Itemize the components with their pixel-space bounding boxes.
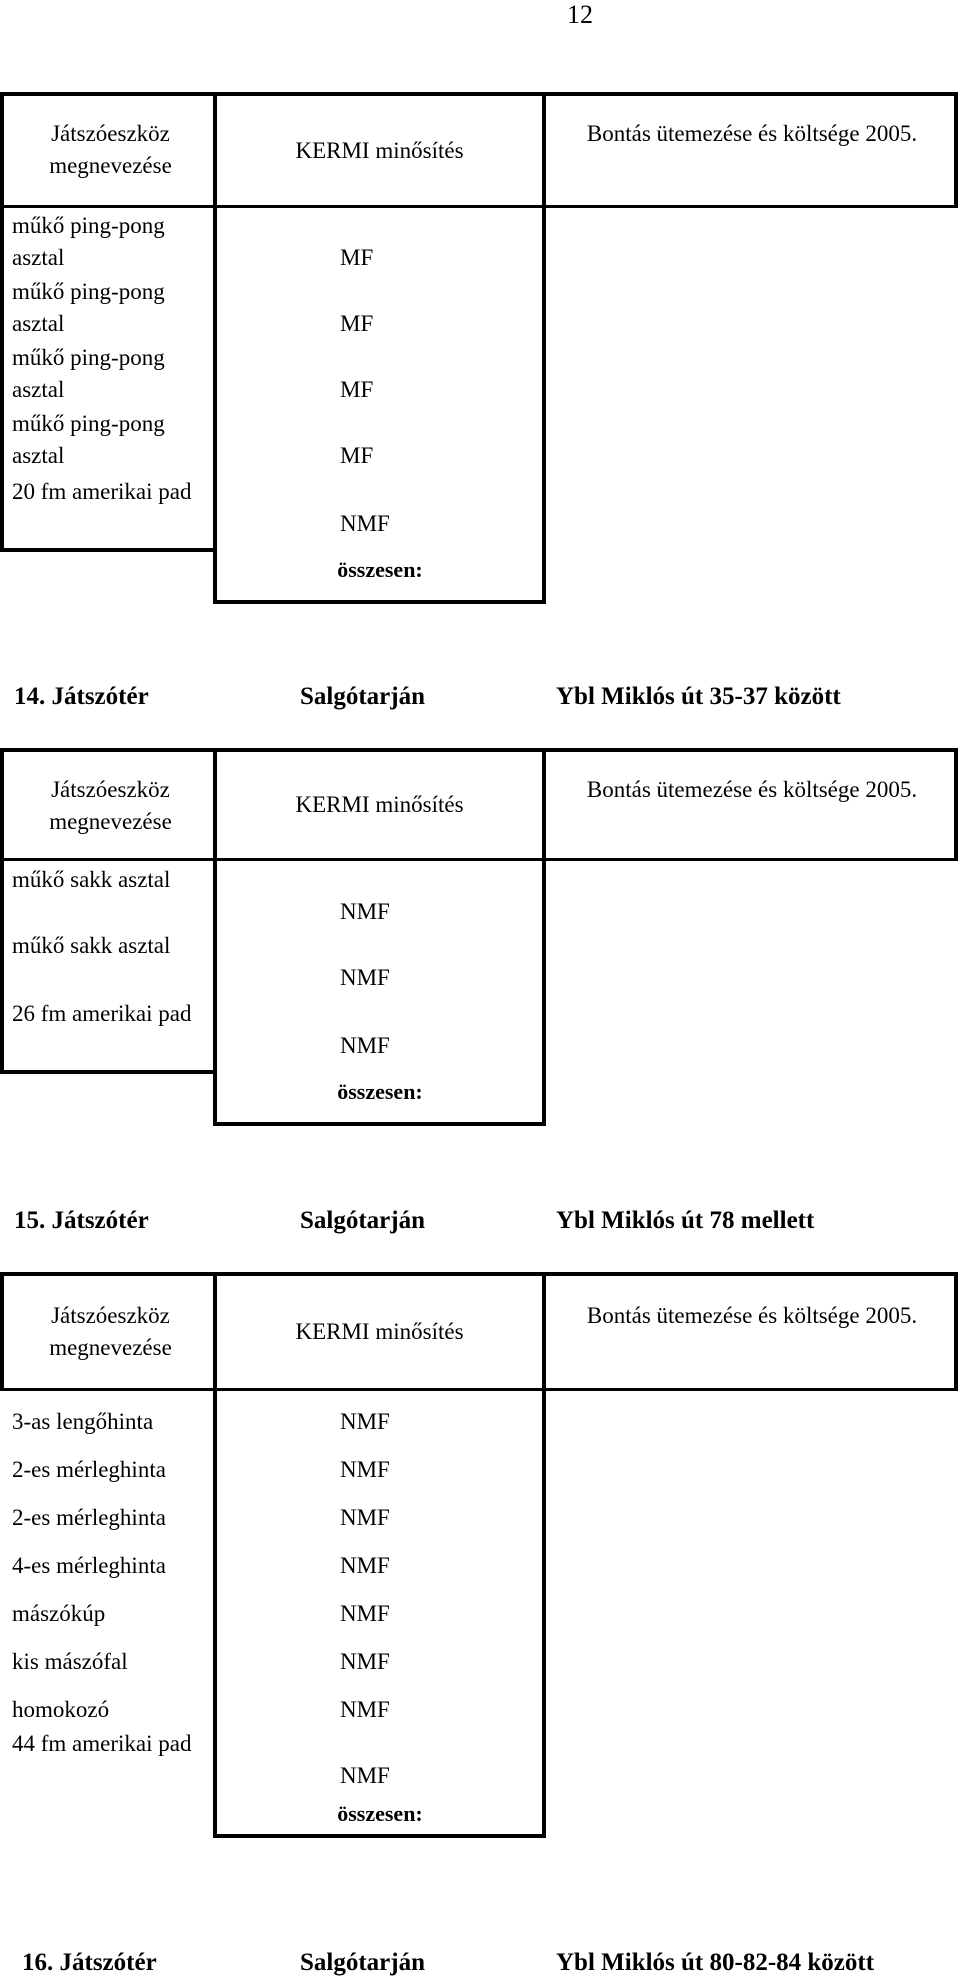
column-header-name: Játszóeszköz megnevezése [49, 121, 172, 178]
table-row-name: műkő ping-pong asztal [12, 411, 165, 468]
table-row-grade: MF [340, 443, 374, 468]
table-row-name: műkő sakk asztal [12, 933, 171, 958]
table-row-name: homokozó [12, 1697, 110, 1722]
section-city: Salgótarján [300, 1207, 425, 1234]
table-row-name: 3-as lengőhinta [12, 1409, 154, 1434]
table-row-name: 4-es mérleghinta [12, 1553, 166, 1578]
column-header-kermi: KERMI minősítés [295, 792, 464, 817]
equipment-table-1 [0, 92, 960, 604]
table-row-name: kis mászófal [12, 1649, 128, 1674]
table-row-grade: NMF [340, 1553, 390, 1578]
column-header-bontas: Bontás ütemezése és költsége 2005. [586, 1303, 918, 1328]
table-row-grade: NMF [340, 965, 390, 990]
section-address: Ybl Miklós út 80-82-84 között [556, 1949, 875, 1976]
table-row-grade: NMF [340, 899, 390, 924]
table-row-name: műkő sakk asztal [12, 867, 171, 892]
equipment-table-3 [0, 1272, 960, 1838]
column-header-bontas: Bontás ütemezése és költsége 2005. [586, 121, 918, 146]
section-city: Salgótarján [300, 1949, 425, 1976]
total-label: összesen: [337, 1079, 423, 1104]
table-row-grade: MF [340, 311, 374, 336]
table-row-name: műkő ping-pong asztal [12, 279, 165, 336]
equipment-table-2 [0, 748, 960, 1126]
table-row-grade: NMF [340, 1033, 390, 1058]
total-label: összesen: [337, 557, 423, 582]
table-row-grade: NMF [340, 1601, 390, 1626]
table-row-name: 20 fm amerikai pad [12, 479, 192, 504]
section-number: 14. Játszótér [14, 683, 149, 710]
column-header-kermi: KERMI minősítés [295, 137, 464, 163]
table-row-grade: NMF [340, 1763, 390, 1788]
total-label: összesen: [337, 1801, 423, 1826]
column-header-name: Játszóeszköz megnevezése [49, 777, 172, 834]
table-row-name: 26 fm amerikai pad [12, 1001, 192, 1026]
table-row-grade: NMF [340, 1697, 390, 1722]
table-row-name: műkő ping-pong asztal [12, 213, 165, 270]
table-row-grade: MF [340, 245, 374, 270]
table-row-grade: MF [340, 377, 374, 402]
section-address: Ybl Miklós út 78 mellett [556, 1207, 815, 1234]
table-row-name: műkő ping-pong asztal [12, 345, 165, 402]
section-number: 15. Játszótér [14, 1207, 149, 1234]
table-row-name: 44 fm amerikai pad [12, 1731, 192, 1756]
table-row-grade: NMF [340, 1409, 390, 1434]
table-row-grade: NMF [340, 1505, 390, 1530]
table-row-name: 2-es mérleghinta [12, 1505, 166, 1530]
table-row-grade: NMF [340, 1649, 390, 1674]
column-header-name: Játszóeszköz megnevezése [49, 1303, 172, 1360]
page-number: 12 [567, 0, 593, 29]
section-number: 16. Játszótér [22, 1949, 157, 1976]
column-header-kermi: KERMI minősítés [295, 1319, 464, 1344]
table-row-grade: NMF [340, 1457, 390, 1482]
table-row-name: 2-es mérleghinta [12, 1457, 166, 1482]
column-header-bontas: Bontás ütemezése és költsége 2005. [586, 777, 918, 802]
table-row-name: mászókúp [12, 1601, 106, 1626]
section-address: Ybl Miklós út 35-37 között [556, 683, 841, 710]
section-city: Salgótarján [300, 683, 425, 710]
table-row-grade: NMF [340, 511, 390, 536]
